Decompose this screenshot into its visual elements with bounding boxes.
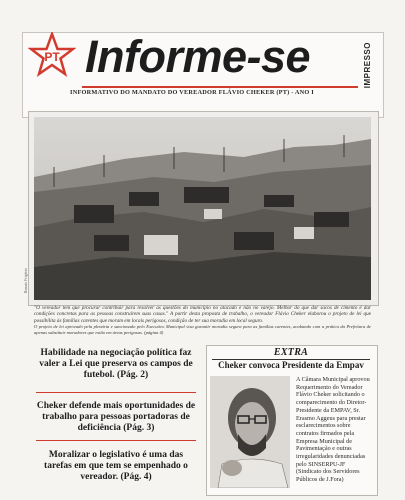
headline-deficiencia[interactable]: Cheker defende mais oportunidades de trabalho para pessoas portadoras de deficiência (Pág. 3) bbox=[36, 401, 196, 433]
caption-main: "O vereador tem que procurar contribuir para resolver as questões do município no atacado e não no varejo. Melhor do que dar sacos de cimento é dar condições concretas para as pessoas construírem suas casas." A partir desta proposta de trabalho, o vereador Flávio Cheker elaborou o projeto de lei que possibilita às famílias carentes que moram em locais perigosos, condição de ter sua moradia em local seguro. bbox=[34, 305, 371, 324]
impresso-label: IMPRESSO bbox=[363, 42, 372, 89]
headline-separator bbox=[36, 392, 196, 393]
extra-body: A Câmara Municipal aprovou Requerimento do Vereador Flávio Cheker solicitando o comparecimento do Diretor-Presidente da EMPAV, Sr. Erasmo Aggeus para prestar esclarecimentos sobre contratos firmados pela Empresa Municipal de Pavimentação e outras irregularidades denunciadas pelo SINSERPU-JF (Sindicato dos Servidores Públicos de J.Fora) bbox=[296, 376, 370, 484]
hillside-photo bbox=[34, 117, 371, 300]
newsletter-title: Informe-se bbox=[85, 31, 311, 82]
cheker-portrait bbox=[210, 376, 290, 488]
caption-secondary: O projeto de lei aprovado pela plenária e sancionado pelo Executivo Municipal visa garantir moradia segura para as famílias carentes, acabando com a prática da Prefeitura de apenas substituir moradores que estão em áreas perigosas. (página 4) bbox=[34, 323, 371, 336]
extra-label: EXTRA bbox=[273, 347, 309, 358]
pt-star-logo bbox=[28, 32, 76, 80]
extra-title[interactable]: Cheker convoca Presidente da Empav bbox=[218, 360, 364, 370]
title-underline bbox=[82, 86, 358, 88]
photo-caption bbox=[34, 305, 371, 336]
photo-credit: Renato Frigério bbox=[23, 268, 28, 294]
headline-campos-futebol[interactable]: Habilidade na negociação política faz valer a Lei que preserva os campos de futebol. (Pág. 2) bbox=[39, 348, 193, 380]
headline-separator bbox=[36, 440, 196, 441]
logo-text: PT bbox=[44, 50, 60, 64]
newsletter-subtitle: INFORMATIVO DO MANDATO DO VEREADOR FLÁVIO CHEKER (PT) - ANO I bbox=[70, 89, 314, 96]
headline-legislativo[interactable]: Moralizar o legislativo é uma das tarefas em que tem se empenhado o vereador. (Pág. 4) bbox=[44, 450, 188, 482]
